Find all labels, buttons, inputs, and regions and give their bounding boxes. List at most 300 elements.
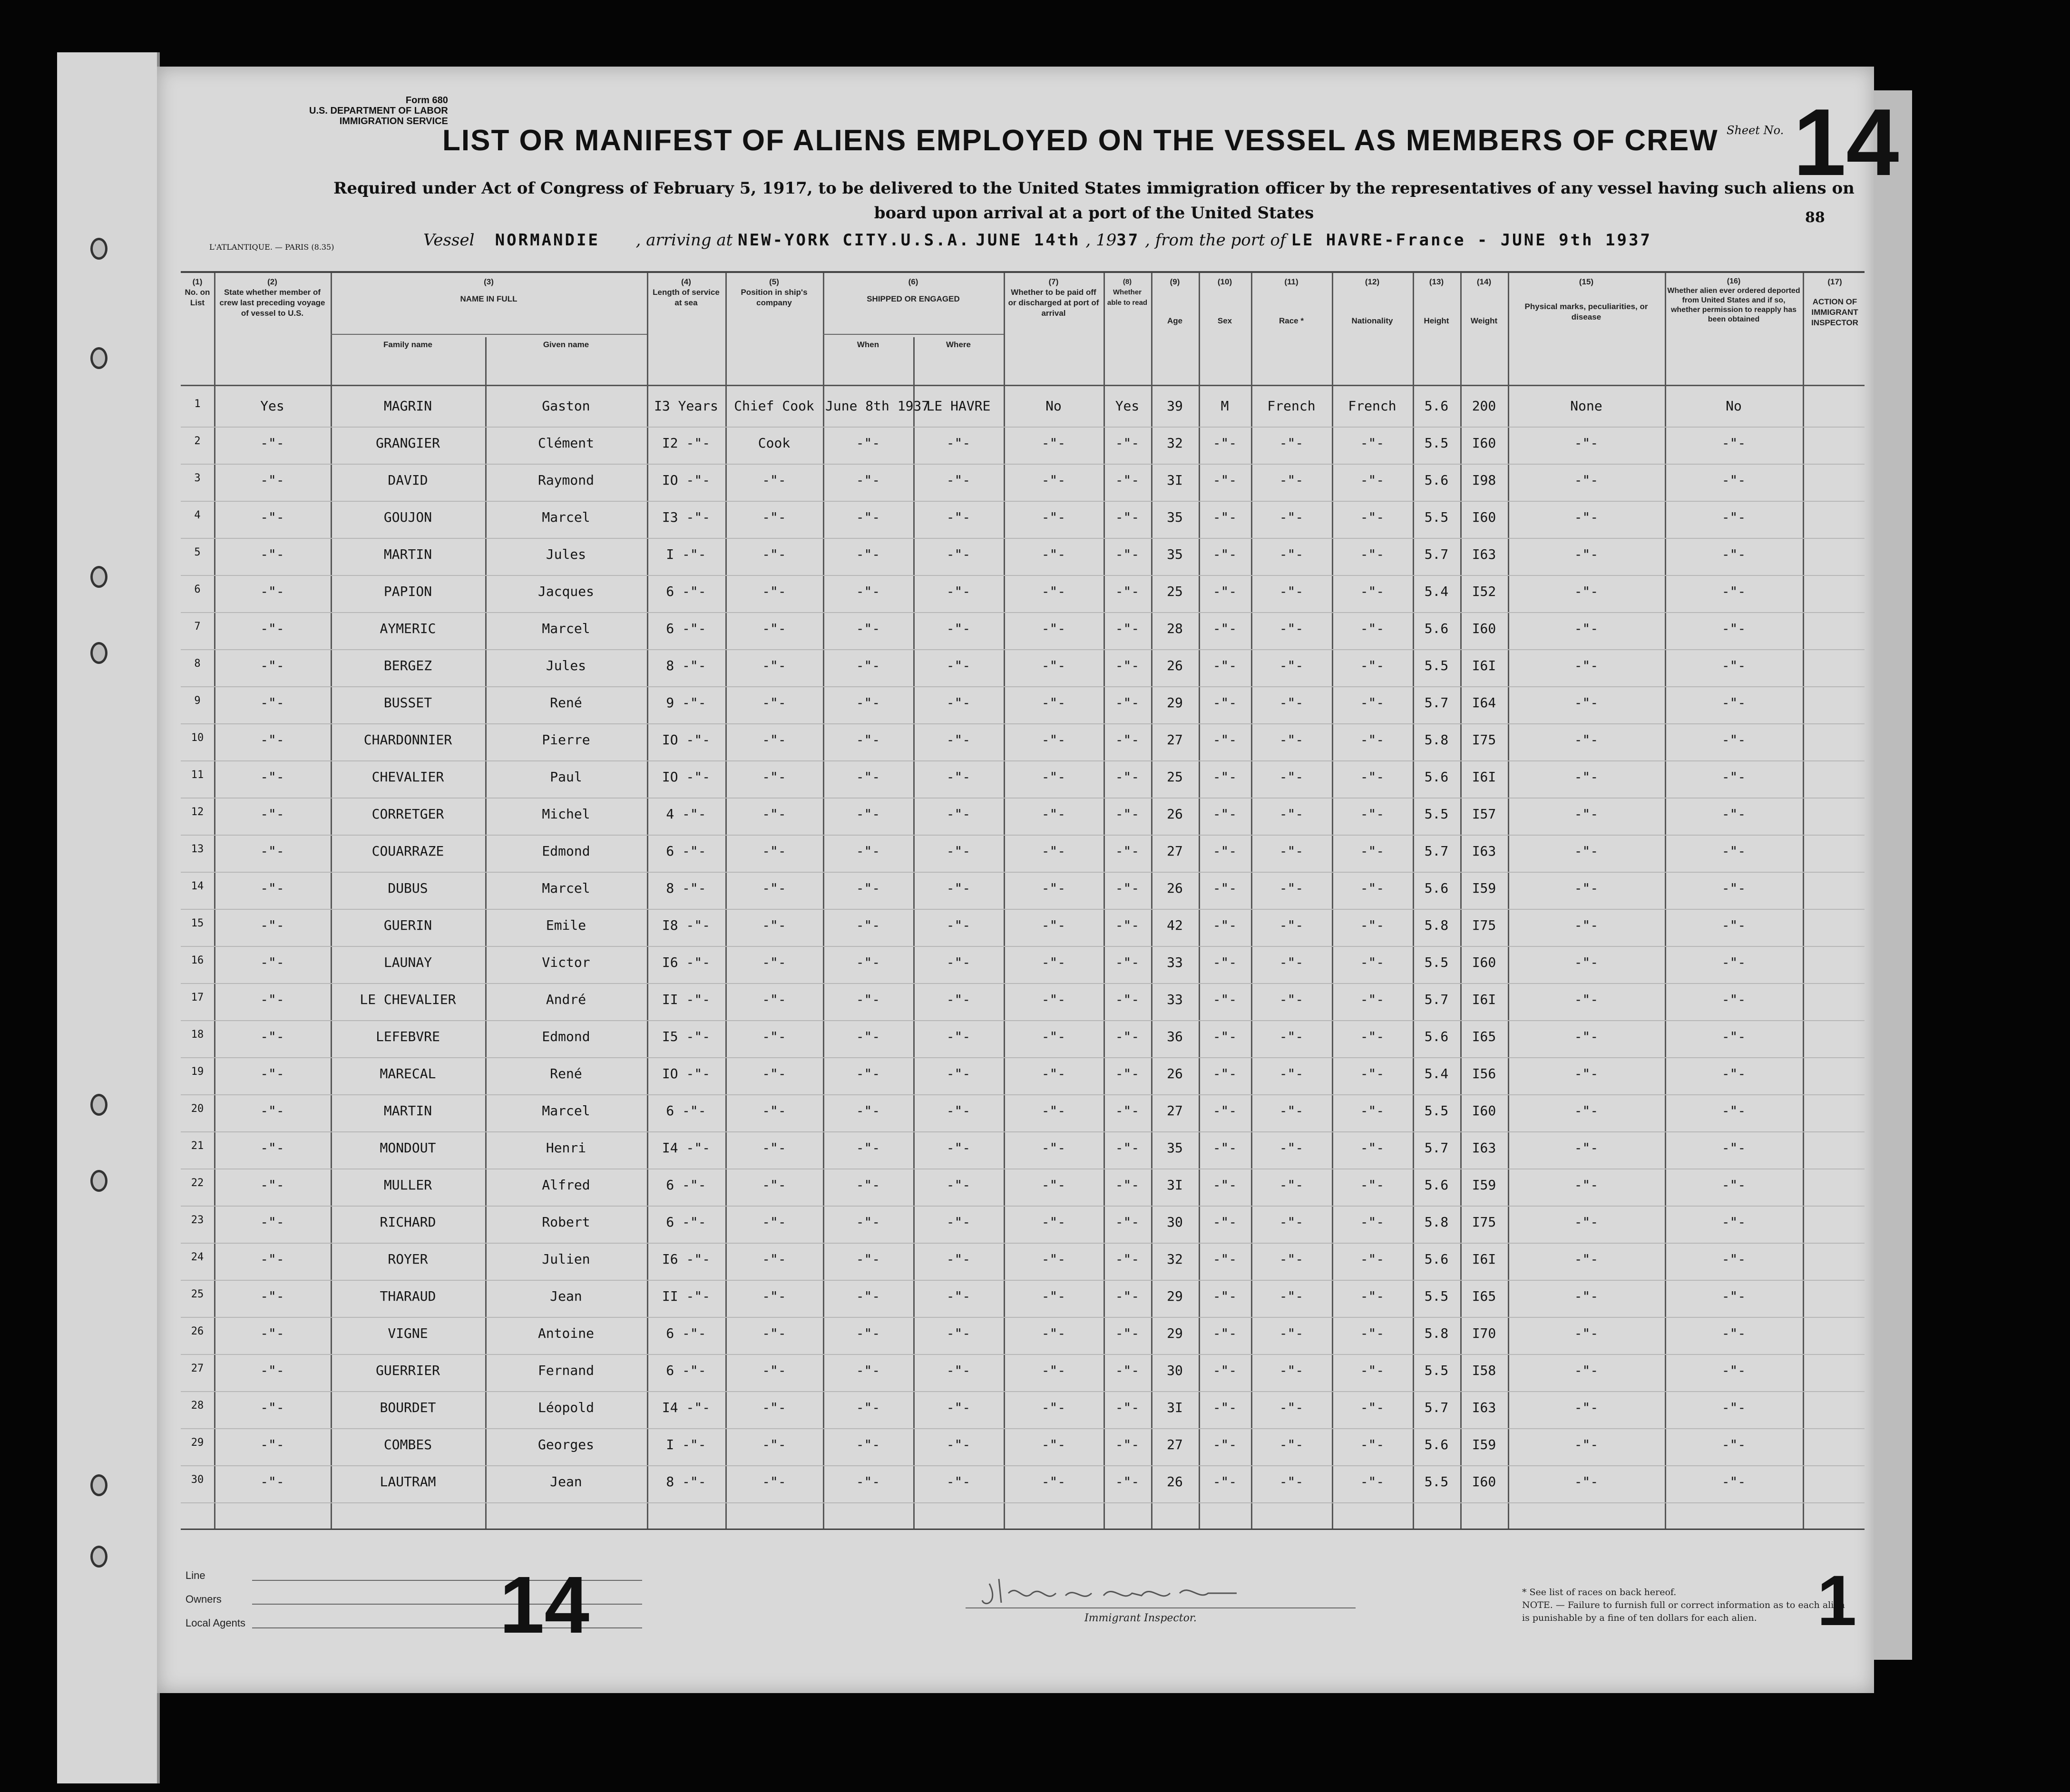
- cell-given: Raymond: [537, 472, 594, 488]
- cell-sex: -"-: [1212, 992, 1237, 1007]
- from-label: , from the port of: [1145, 231, 1286, 250]
- cell-position: -"-: [762, 472, 786, 488]
- cell-age: 27: [1167, 732, 1183, 748]
- cell-paid: -"-: [1041, 1029, 1066, 1044]
- cell-marks: -"-: [1574, 509, 1599, 525]
- cell-position: -"-: [762, 1325, 786, 1341]
- cell-height: 5.6: [1424, 769, 1449, 785]
- arrival-port: NEW-YORK CITY.U.S.A.: [738, 231, 971, 250]
- cell-position: -"-: [762, 1103, 786, 1119]
- cell-sex: -"-: [1212, 843, 1237, 859]
- fine-note: NOTE. — Failure to furnish full or correct information as to each alien is punishable by a fine of ten dollars for each alien.: [1522, 1600, 1845, 1623]
- cell-no: 4: [194, 509, 201, 521]
- cell-race: -"-: [1279, 806, 1304, 822]
- cell-deported: -"-: [1721, 621, 1746, 636]
- cell-where: -"-: [946, 1140, 971, 1156]
- cell-height: 5.8: [1424, 1214, 1449, 1230]
- cell-prev: -"-: [260, 658, 284, 673]
- cell-service: I4 -"-: [662, 1140, 711, 1156]
- cell-prev: -"-: [260, 1437, 284, 1452]
- cell-paid: -"-: [1041, 695, 1066, 711]
- cell-deported: -"-: [1721, 1103, 1746, 1119]
- cell-age: 33: [1167, 992, 1183, 1007]
- cell-nationality: -"-: [1360, 584, 1385, 599]
- cell-no: 13: [191, 843, 204, 855]
- header-col-11: (11) Race *: [1279, 277, 1304, 325]
- cell-weight: I63: [1472, 843, 1496, 859]
- cell-age: 29: [1167, 1325, 1183, 1341]
- cell-when: -"-: [856, 1214, 880, 1230]
- header-col-4: (4) Length of service at sea: [653, 277, 720, 307]
- cell-read: -"-: [1115, 509, 1140, 525]
- cell-weight: I60: [1472, 1103, 1496, 1119]
- cell-marks: -"-: [1574, 954, 1599, 970]
- cell-when: -"-: [856, 806, 880, 822]
- cell-weight: I75: [1472, 732, 1496, 748]
- cell-family: GOUJON: [383, 509, 432, 525]
- cell-service: I3 -"-: [662, 509, 711, 525]
- cell-position: -"-: [762, 1177, 786, 1193]
- cell-sex: -"-: [1212, 1288, 1237, 1304]
- cell-race: -"-: [1279, 1288, 1304, 1304]
- cell-paid: No: [1045, 398, 1062, 414]
- cell-height: 5.5: [1424, 1474, 1449, 1490]
- cell-when: -"-: [856, 546, 880, 562]
- cell-prev: -"-: [260, 806, 284, 822]
- cell-weight: I75: [1472, 1214, 1496, 1230]
- cell-no: 20: [191, 1103, 204, 1115]
- header-col-12: (12) Nationality: [1351, 277, 1393, 325]
- cell-race: French: [1267, 398, 1316, 414]
- cell-when: -"-: [856, 1288, 880, 1304]
- cell-service: 8 -"-: [666, 658, 706, 673]
- cell-nationality: -"-: [1360, 435, 1385, 451]
- cell-sex: -"-: [1212, 1177, 1237, 1193]
- page-mark: 1: [1817, 1560, 1857, 1640]
- cell-paid: -"-: [1041, 472, 1066, 488]
- cell-nationality: -"-: [1360, 1066, 1385, 1081]
- cell-read: -"-: [1115, 1288, 1140, 1304]
- cell-weight: I63: [1472, 546, 1496, 562]
- cell-nationality: -"-: [1360, 546, 1385, 562]
- cell-service: I4 -"-: [662, 1400, 711, 1415]
- cell-no: 1: [194, 398, 201, 410]
- cell-weight: I58: [1472, 1363, 1496, 1378]
- binder-hole: [90, 1546, 107, 1568]
- cell-age: 26: [1167, 1474, 1183, 1490]
- header-col-7: (7) Whether to be paid off or discharged at port of arrival: [1008, 277, 1099, 318]
- cell-when: -"-: [856, 992, 880, 1007]
- cell-marks: -"-: [1574, 769, 1599, 785]
- cell-where: -"-: [946, 1214, 971, 1230]
- cell-no: 3: [194, 472, 201, 484]
- cell-when: -"-: [856, 1325, 880, 1341]
- cell-race: -"-: [1279, 509, 1304, 525]
- cell-nationality: -"-: [1360, 1103, 1385, 1119]
- cell-deported: -"-: [1721, 992, 1746, 1007]
- cell-family: GUERIN: [383, 917, 432, 933]
- cell-read: -"-: [1115, 1363, 1140, 1378]
- cell-position: -"-: [762, 584, 786, 599]
- cell-deported: -"-: [1721, 732, 1746, 748]
- cell-height: 5.5: [1424, 509, 1449, 525]
- table-row: [181, 501, 1865, 539]
- cell-read: -"-: [1115, 584, 1140, 599]
- cell-race: -"-: [1279, 621, 1304, 636]
- cell-where: -"-: [946, 1363, 971, 1378]
- table-row: [181, 1131, 1865, 1169]
- cell-height: 5.7: [1424, 1140, 1449, 1156]
- cell-nationality: -"-: [1360, 621, 1385, 636]
- cell-where: -"-: [946, 917, 971, 933]
- cell-prev: -"-: [260, 880, 284, 896]
- cell-prev: -"-: [260, 1288, 284, 1304]
- cell-given: Georges: [537, 1437, 594, 1452]
- cell-prev: -"-: [260, 1325, 284, 1341]
- cell-prev: -"-: [260, 621, 284, 636]
- cell-marks: -"-: [1574, 695, 1599, 711]
- cell-when: -"-: [856, 1066, 880, 1081]
- cell-no: 29: [191, 1437, 204, 1449]
- cell-prev: -"-: [260, 992, 284, 1007]
- cell-read: -"-: [1115, 1066, 1140, 1081]
- cell-read: -"-: [1115, 695, 1140, 711]
- binder-strip: [57, 52, 160, 1783]
- cell-nationality: -"-: [1360, 769, 1385, 785]
- cell-weight: I6I: [1472, 658, 1496, 673]
- cell-race: -"-: [1279, 1363, 1304, 1378]
- cell-read: -"-: [1115, 658, 1140, 673]
- cell-family: LAUTRAM: [380, 1474, 436, 1490]
- cell-service: II -"-: [662, 992, 711, 1007]
- cell-marks: -"-: [1574, 658, 1599, 673]
- cell-weight: I6I: [1472, 1251, 1496, 1267]
- cell-marks: -"-: [1574, 621, 1599, 636]
- cell-paid: -"-: [1041, 1474, 1066, 1490]
- cell-prev: -"-: [260, 1363, 284, 1378]
- table-row: [181, 1243, 1865, 1281]
- act-statement: Required under Act of Congress of February 5, 1917, to be delivered to the United States immigration officer by the representatives of any vessel having such aliens on board upon arrival at a port of the United States: [333, 179, 1855, 223]
- cell-age: 3I: [1167, 472, 1183, 488]
- cell-weight: I60: [1472, 954, 1496, 970]
- table-row: [181, 1094, 1865, 1132]
- cell-family: GUERRIER: [376, 1363, 440, 1378]
- cell-race: -"-: [1279, 546, 1304, 562]
- cell-sex: -"-: [1212, 1474, 1237, 1490]
- cell-age: 35: [1167, 546, 1183, 562]
- cell-sex: M: [1221, 398, 1229, 414]
- cell-prev: -"-: [260, 472, 284, 488]
- cell-paid: -"-: [1041, 1066, 1066, 1081]
- cell-race: -"-: [1279, 1400, 1304, 1415]
- cell-given: Emile: [546, 917, 586, 933]
- cell-prev: Yes: [260, 398, 284, 414]
- crew-table: [181, 271, 1865, 1530]
- cell-read: -"-: [1115, 1437, 1140, 1452]
- cell-when: -"-: [856, 843, 880, 859]
- cell-when: -"-: [856, 1251, 880, 1267]
- cell-nationality: -"-: [1360, 992, 1385, 1007]
- cell-service: 6 -"-: [666, 584, 706, 599]
- cell-nationality: -"-: [1360, 695, 1385, 711]
- cell-nationality: -"-: [1360, 1437, 1385, 1452]
- cell-read: -"-: [1115, 1474, 1140, 1490]
- cell-service: 6 -"-: [666, 843, 706, 859]
- cell-marks: -"-: [1574, 1437, 1599, 1452]
- cell-given: Pierre: [542, 732, 590, 748]
- cell-service: I8 -"-: [662, 917, 711, 933]
- cell-marks: -"-: [1574, 1363, 1599, 1378]
- header-col-6: (6) SHIPPED OR ENGAGED: [867, 277, 960, 303]
- cell-family: DAVID: [388, 472, 428, 488]
- cell-given: Jean: [550, 1474, 582, 1490]
- cell-prev: -"-: [260, 954, 284, 970]
- cell-when: June 8th 1937: [825, 398, 930, 414]
- cell-age: 32: [1167, 1251, 1183, 1267]
- cell-family: CORRETGER: [371, 806, 444, 822]
- cell-age: 42: [1167, 917, 1183, 933]
- cell-deported: -"-: [1721, 1029, 1746, 1044]
- cell-no: 11: [191, 769, 204, 781]
- cell-service: 8 -"-: [666, 880, 706, 896]
- cell-sex: -"-: [1212, 1103, 1237, 1119]
- cell-paid: -"-: [1041, 546, 1066, 562]
- cell-position: -"-: [762, 1288, 786, 1304]
- cell-where: -"-: [946, 1177, 971, 1193]
- cell-prev: -"-: [260, 435, 284, 451]
- cell-prev: -"-: [260, 1140, 284, 1156]
- cell-weight: I70: [1472, 1325, 1496, 1341]
- table-row: [181, 1428, 1865, 1466]
- cell-deported: -"-: [1721, 509, 1746, 525]
- cell-prev: -"-: [260, 769, 284, 785]
- cell-no: 18: [191, 1029, 204, 1041]
- cell-when: -"-: [856, 584, 880, 599]
- cell-weight: I63: [1472, 1400, 1496, 1415]
- cell-where: -"-: [946, 732, 971, 748]
- cell-age: 33: [1167, 954, 1183, 970]
- cell-when: -"-: [856, 1437, 880, 1452]
- cell-sex: -"-: [1212, 546, 1237, 562]
- cell-when: -"-: [856, 917, 880, 933]
- cell-race: -"-: [1279, 992, 1304, 1007]
- cell-sex: -"-: [1212, 658, 1237, 673]
- cell-read: -"-: [1115, 1325, 1140, 1341]
- cell-height: 5.7: [1424, 1400, 1449, 1415]
- cell-read: -"-: [1115, 546, 1140, 562]
- cell-weight: I60: [1472, 1474, 1496, 1490]
- cell-nationality: -"-: [1360, 1363, 1385, 1378]
- cell-race: -"-: [1279, 880, 1304, 896]
- table-row: [181, 464, 1865, 502]
- cell-position: -"-: [762, 546, 786, 562]
- cell-position: -"-: [762, 806, 786, 822]
- cell-when: -"-: [856, 509, 880, 525]
- cell-position: -"-: [762, 621, 786, 636]
- cell-weight: I56: [1472, 1066, 1496, 1081]
- cell-when: -"-: [856, 880, 880, 896]
- table-row: [181, 1280, 1865, 1318]
- cell-when: -"-: [856, 695, 880, 711]
- cell-family: MULLER: [383, 1177, 432, 1193]
- cell-deported: -"-: [1721, 806, 1746, 822]
- cell-where: -"-: [946, 1474, 971, 1490]
- cell-no: 30: [191, 1474, 204, 1486]
- table-row: [181, 649, 1865, 687]
- cell-where: -"-: [946, 806, 971, 822]
- cell-no: 25: [191, 1288, 204, 1300]
- table-row: [181, 612, 1865, 650]
- vessel-line: [423, 231, 1652, 250]
- cell-weight: I6I: [1472, 769, 1496, 785]
- cell-weight: I59: [1472, 1437, 1496, 1452]
- cell-no: 2: [194, 435, 201, 447]
- cell-height: 5.7: [1424, 992, 1449, 1007]
- cell-age: 39: [1167, 398, 1183, 414]
- cell-nationality: -"-: [1360, 1288, 1385, 1304]
- table-row: [181, 798, 1865, 836]
- year-prefix: , 19: [1085, 231, 1117, 250]
- table-row: [181, 1317, 1865, 1355]
- cell-age: 35: [1167, 509, 1183, 525]
- arrival-date: JUNE 14th: [976, 231, 1081, 250]
- cell-prev: -"-: [260, 1029, 284, 1044]
- cell-family: AYMERIC: [380, 621, 436, 636]
- race-note: * See list of races on back hereof.: [1522, 1587, 1677, 1597]
- header-col-1: (1) No. on List: [185, 277, 210, 307]
- cell-marks: -"-: [1574, 843, 1599, 859]
- cell-given: René: [550, 695, 582, 711]
- cell-read: -"-: [1115, 1214, 1140, 1230]
- cell-race: -"-: [1279, 1474, 1304, 1490]
- table-row: [181, 1391, 1865, 1429]
- cell-read: -"-: [1115, 1103, 1140, 1119]
- cell-marks: -"-: [1574, 546, 1599, 562]
- cell-given: Victor: [542, 954, 590, 970]
- cell-paid: -"-: [1041, 806, 1066, 822]
- page-title: LIST OR MANIFEST OF ALIENS EMPLOYED ON THE VESSEL AS MEMBERS OF CREW: [442, 124, 1718, 157]
- cell-when: -"-: [856, 1400, 880, 1415]
- cell-given: Edmond: [542, 1029, 590, 1044]
- cell-deported: -"-: [1721, 435, 1746, 451]
- cell-nationality: -"-: [1360, 732, 1385, 748]
- cell-given: Antoine: [537, 1325, 594, 1341]
- departure-port: LE HAVRE-France - JUNE 9th 1937: [1291, 231, 1652, 250]
- cell-height: 5.8: [1424, 732, 1449, 748]
- cell-weight: I52: [1472, 584, 1496, 599]
- sheet-number: 14: [1793, 89, 1899, 195]
- cell-no: 8: [194, 658, 201, 670]
- cell-read: -"-: [1115, 732, 1140, 748]
- inspector-label: Immigrant Inspector.: [1084, 1612, 1197, 1624]
- cell-sex: -"-: [1212, 954, 1237, 970]
- cell-marks: -"-: [1574, 1103, 1599, 1119]
- cell-paid: -"-: [1041, 769, 1066, 785]
- cell-no: 21: [191, 1140, 204, 1152]
- cell-where: -"-: [946, 658, 971, 673]
- line-label: Line: [186, 1569, 205, 1581]
- header-when: When: [857, 340, 879, 349]
- cell-race: -"-: [1279, 658, 1304, 673]
- cell-where: -"-: [946, 435, 971, 451]
- cell-nationality: -"-: [1360, 509, 1385, 525]
- cell-age: 3I: [1167, 1177, 1183, 1193]
- cell-height: 5.5: [1424, 806, 1449, 822]
- cell-service: I -"-: [666, 546, 706, 562]
- cell-given: Robert: [542, 1214, 590, 1230]
- binder-hole: [90, 238, 107, 260]
- cell-height: 5.6: [1424, 1177, 1449, 1193]
- cell-when: -"-: [856, 472, 880, 488]
- header-col-3: (3) NAME IN FULL: [460, 277, 518, 303]
- header-col-5: (5) Position in ship's company: [741, 277, 808, 307]
- cell-age: 29: [1167, 695, 1183, 711]
- cell-when: -"-: [856, 732, 880, 748]
- cell-height: 5.6: [1424, 398, 1449, 414]
- table-row: [181, 575, 1865, 613]
- cell-marks: -"-: [1574, 1029, 1599, 1044]
- table-row: [181, 946, 1865, 984]
- cell-deported: No: [1726, 398, 1742, 414]
- cell-no: 19: [191, 1066, 204, 1078]
- cell-marks: -"-: [1574, 732, 1599, 748]
- cell-marks: -"-: [1574, 1066, 1599, 1081]
- cell-paid: -"-: [1041, 1437, 1066, 1452]
- table-row: [181, 390, 1865, 428]
- cell-service: 6 -"-: [666, 621, 706, 636]
- cell-marks: None: [1570, 398, 1602, 414]
- cell-paid: -"-: [1041, 1103, 1066, 1119]
- cell-deported: -"-: [1721, 1288, 1746, 1304]
- cell-read: -"-: [1115, 917, 1140, 933]
- cell-given: Marcel: [542, 621, 590, 636]
- cell-family: RICHARD: [380, 1214, 436, 1230]
- binder-hole: [90, 566, 107, 588]
- cell-weight: I64: [1472, 695, 1496, 711]
- printer-imprint: L'ATLANTIQUE. — PARIS (8.35): [209, 243, 334, 252]
- sheet-number-stamp: 14: [499, 1560, 590, 1650]
- table-row: [181, 835, 1865, 873]
- cell-paid: -"-: [1041, 1251, 1066, 1267]
- cell-race: -"-: [1279, 732, 1304, 748]
- cell-weight: I59: [1472, 880, 1496, 896]
- cell-age: 32: [1167, 435, 1183, 451]
- cell-where: -"-: [946, 1400, 971, 1415]
- cell-age: 27: [1167, 1437, 1183, 1452]
- cell-no: 22: [191, 1177, 204, 1189]
- cell-deported: -"-: [1721, 1251, 1746, 1267]
- cell-family: MARTIN: [383, 1103, 432, 1119]
- cell-deported: -"-: [1721, 1066, 1746, 1081]
- cell-no: 6: [194, 584, 201, 595]
- cell-no: 17: [191, 992, 204, 1003]
- cell-read: -"-: [1115, 1140, 1140, 1156]
- cell-family: MAGRIN: [383, 398, 432, 414]
- cell-when: -"-: [856, 954, 880, 970]
- cell-when: -"-: [856, 1363, 880, 1378]
- cell-position: Cook: [758, 435, 791, 451]
- cell-where: -"-: [946, 992, 971, 1007]
- cell-sex: -"-: [1212, 1325, 1237, 1341]
- header-separator: [181, 385, 1865, 386]
- cell-prev: -"-: [260, 843, 284, 859]
- cell-age: 26: [1167, 658, 1183, 673]
- cell-age: 28: [1167, 621, 1183, 636]
- cell-given: Jules: [546, 658, 586, 673]
- cell-deported: -"-: [1721, 695, 1746, 711]
- cell-prev: -"-: [260, 1251, 284, 1267]
- cell-where: -"-: [946, 1288, 971, 1304]
